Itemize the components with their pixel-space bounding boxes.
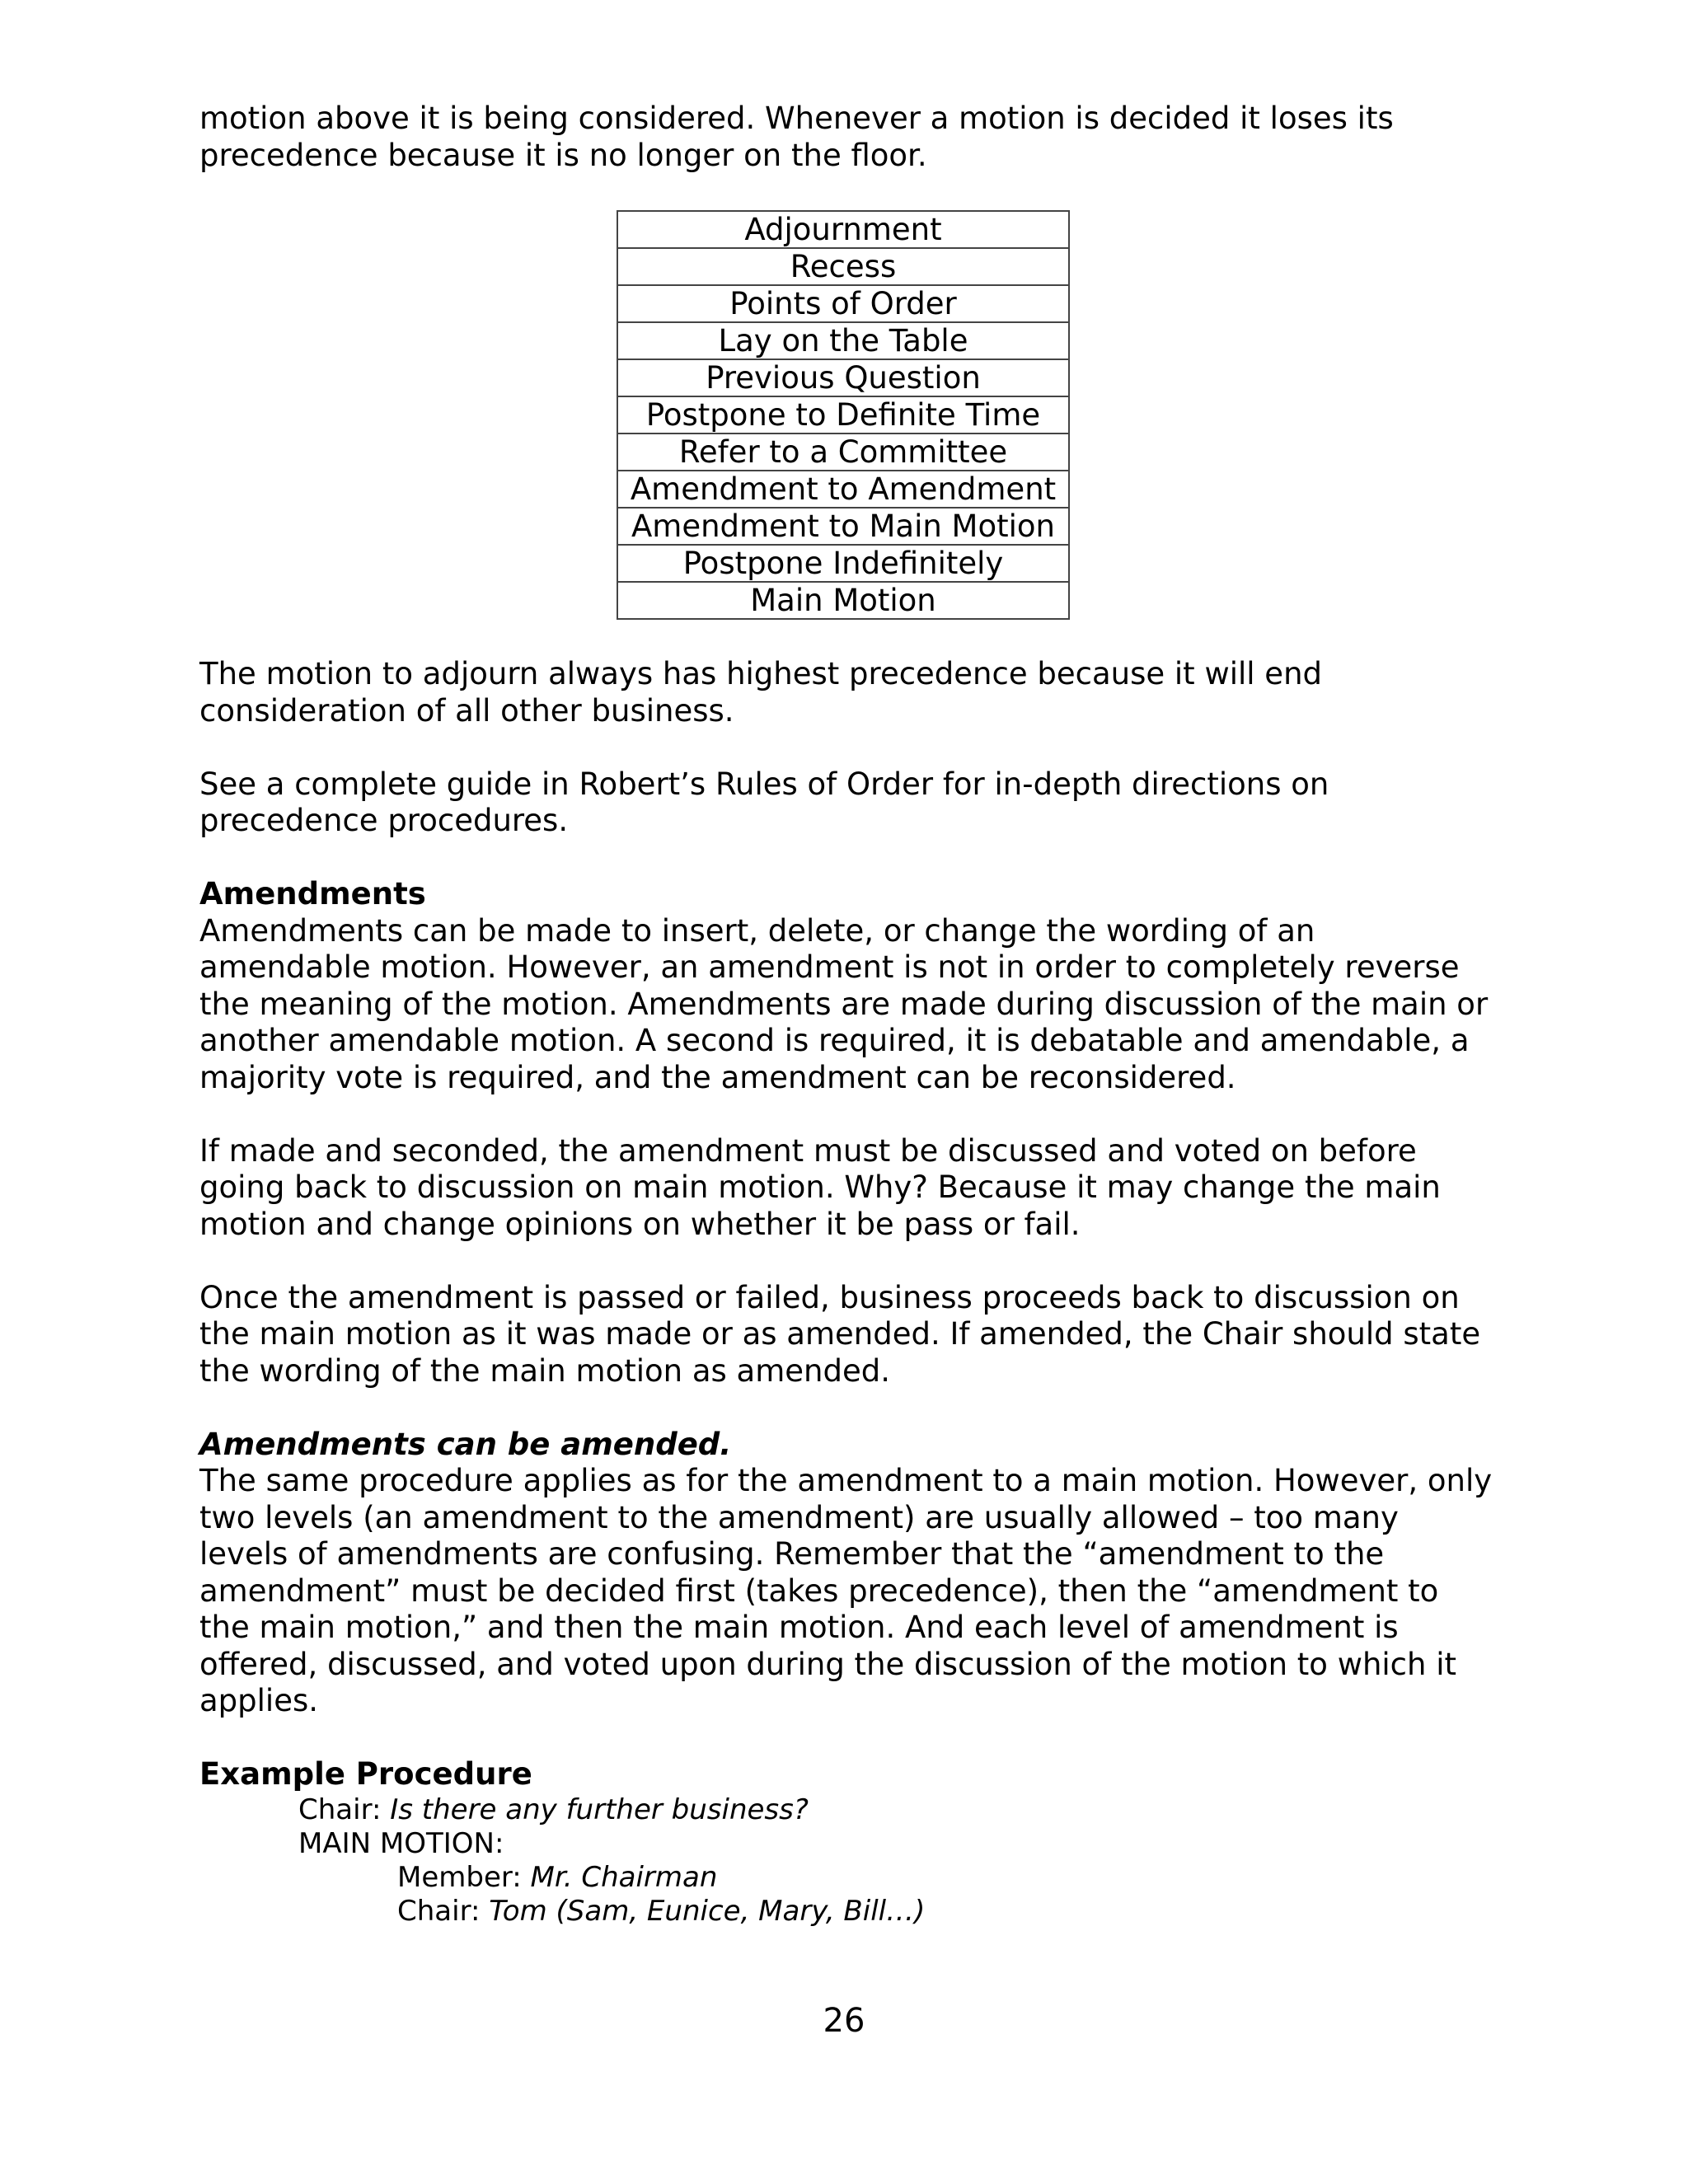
table-row xyxy=(617,248,1069,285)
paragraph-gap xyxy=(199,840,1493,877)
precedence-table-container xyxy=(199,210,1493,620)
spoken-text: Is there any further business? xyxy=(390,1793,809,1826)
paragraph-gap xyxy=(199,1720,1493,1757)
paragraph-gap xyxy=(199,729,1493,766)
precedence-table xyxy=(617,210,1070,620)
table-row xyxy=(617,396,1069,434)
page-number: 26 xyxy=(823,2002,865,2040)
table-cell: Recess xyxy=(617,248,1069,285)
speaker-label: Chair: xyxy=(298,1793,382,1826)
paragraph-gap xyxy=(199,1243,1493,1280)
example-line-chair-recognize xyxy=(199,1895,1493,1929)
table-cell: Refer to a Committee xyxy=(617,434,1069,471)
table-row xyxy=(617,471,1069,508)
amendments-amended-paragraph: The same procedure applies as for the amendment to a main motion. However, only two levels (an amendment to the amendment) are usually allowed – too many levels of amendments are confusing. Remember that the “amendment to the amendment” must be decided first (takes precedence), then the “amendment to the main motion,” and then the main motion. And each level of amendment is offered, discussed, and voted upon during the discussion of the motion to which it applies. xyxy=(199,1463,1493,1718)
table-row xyxy=(617,508,1069,545)
table-row xyxy=(617,359,1069,396)
table-row xyxy=(617,211,1069,248)
section-label: MAIN MOTION: xyxy=(298,1826,504,1860)
example-line-main-motion xyxy=(199,1827,1493,1861)
amendments-paragraph-3: Once the amendment is passed or failed, business proceeds back to discussion on the main motion as it was made or as amended. If amended, the Chair should state the wording of the main motion as amended. xyxy=(199,1279,1481,1389)
table-cell: Postpone to Definite Time xyxy=(617,396,1069,434)
table-cell: Points of Order xyxy=(617,285,1069,322)
table-row xyxy=(617,582,1069,619)
table-cell: Previous Question xyxy=(617,359,1069,396)
speaker-label: Chair: xyxy=(397,1894,481,1928)
table-cell: Main Motion xyxy=(617,582,1069,619)
amendments-paragraph-1: Amendments can be made to insert, delete, or change the wording of an amendable motion. However, an amendment is not in order to completely reverse the meaning of the motion. Amendments are made during discussion of the main or another amendable motion. A second is required, it is debatable and amendable, a majority vote is required, and the amendment can be reconsidered. xyxy=(199,912,1489,1095)
guide-paragraph: See a complete guide in Robert’s Rules of Order for in-depth directions on precedence procedures. xyxy=(199,766,1329,838)
table-cell: Amendment to Amendment xyxy=(617,471,1069,508)
spoken-text: Mr. Chairman xyxy=(530,1860,718,1894)
example-line-chair-question xyxy=(199,1793,1493,1827)
table-row xyxy=(617,545,1069,582)
table-cell: Postpone Indefinitely xyxy=(617,545,1069,582)
table-row xyxy=(617,285,1069,322)
spoken-text: Tom (Sam, Eunice, Mary, Bill…) xyxy=(489,1894,926,1928)
table-cell: Lay on the Table xyxy=(617,322,1069,359)
table-cell: Adjournment xyxy=(617,211,1069,248)
table-row xyxy=(617,434,1069,471)
table-row xyxy=(617,322,1069,359)
example-line-member xyxy=(199,1861,1493,1895)
table-cell: Amendment to Main Motion xyxy=(617,508,1069,545)
speaker-label: Member: xyxy=(397,1860,522,1894)
amendments-heading: Amendments xyxy=(199,876,426,912)
paragraph-gap xyxy=(199,1096,1493,1133)
intro-paragraph: motion above it is being considered. Whenever a motion is decided it loses its precedence because it is no longer on the floor. xyxy=(199,101,1394,173)
example-heading: Example Procedure xyxy=(199,1756,532,1792)
paragraph-gap xyxy=(199,1390,1493,1427)
amendments-amended-heading: Amendments can be amended. xyxy=(199,1426,732,1462)
page-content xyxy=(199,101,1493,1929)
amendments-paragraph-2: If made and seconded, the amendment must be discussed and voted on before going back to discussion on main motion. Why? Because it may change the main motion and change opinions on whether it be pass or fail. xyxy=(199,1132,1441,1242)
adjourn-paragraph: The motion to adjourn always has highest precedence because it will end consideration of all other business. xyxy=(199,656,1323,729)
